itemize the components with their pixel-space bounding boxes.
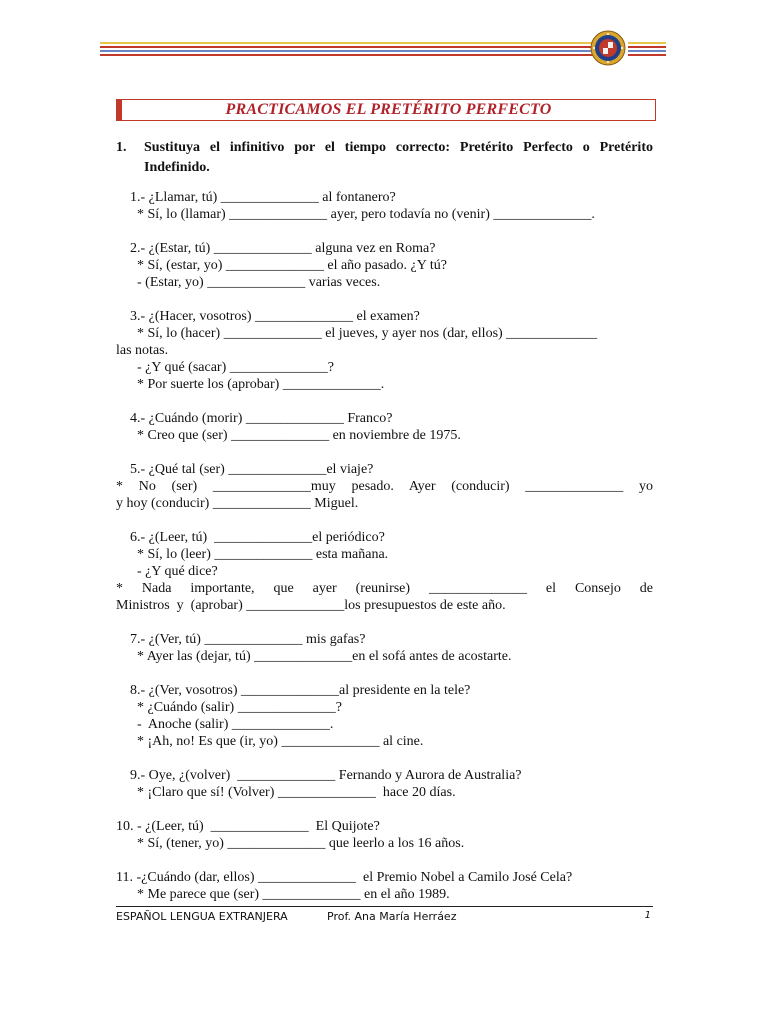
blank-line	[116, 223, 653, 240]
exercise-line: * No (ser) ______________muy pesado. Ayer (conducir) ______________ yo	[116, 479, 653, 494]
page-title: PRACTICAMOS EL PRETÉRITO PERFECTO	[225, 101, 552, 118]
exercise-line: - (Estar, yo) ______________ varias veces.	[116, 275, 381, 290]
exercise-line: * ¿Cuándo (salir) ______________?	[116, 700, 342, 715]
header-line-blue	[100, 50, 595, 52]
exercise-line: * Me parece que (ser) ______________ en el año 1989.	[116, 887, 450, 902]
exercise-line: 3.- ¿(Hacer, vosotros) ______________ el examen?	[116, 309, 420, 324]
exercise-line: - ¿Y qué (sacar) ______________?	[116, 360, 334, 375]
instruction-number: 1.	[116, 140, 127, 155]
page-title-box	[116, 99, 656, 121]
exercise-line: 11. -¿Cuándo (dar, ellos) ______________ el Premio Nobel a Camilo José Cela?	[116, 870, 573, 885]
exercise-line: 5.- ¿Qué tal (ser) ______________el viaje?	[116, 462, 374, 477]
header-line-red-2	[100, 54, 595, 56]
exercise-line: * Sí, lo (hacer) ______________ el jueves, y ayer nos (dar, ellos) _____________	[116, 326, 598, 341]
blank-line	[116, 665, 653, 682]
footer-author: Prof. Ana María Herráez	[327, 910, 457, 923]
exercise-line: 4.- ¿Cuándo (morir) ______________ Franco?	[116, 411, 393, 426]
university-seal-icon	[590, 30, 626, 66]
exercise-line: * Creo que (ser) ______________ en noviembre de 1975.	[116, 428, 461, 443]
page-footer	[116, 906, 653, 925]
exercise-line: * Sí, (tener, yo) ______________ que leerlo a los 16 años.	[116, 836, 465, 851]
header-line-red-2-right	[628, 54, 666, 56]
exercise-line: * Ayer las (dejar, tú) ______________en el sofá antes de acostarte.	[116, 649, 512, 664]
instruction-text: Sustituya el infinitivo por el tiempo correcto: Pretérito Perfecto o Pretérito Indefinido.	[144, 140, 653, 175]
header-line-yellow	[100, 42, 595, 44]
blank-line	[116, 801, 653, 818]
exercise-line: 8.- ¿(Ver, vosotros) ______________al presidente en la tele?	[116, 683, 471, 698]
blank-line	[116, 393, 653, 410]
exercise-line: 9.- Oye, ¿(volver) ______________ Fernando y Aurora de Australia?	[116, 768, 522, 783]
exercise-line: - ¿Y qué dice?	[116, 564, 218, 579]
exercise-list	[116, 189, 653, 903]
blank-line	[116, 852, 653, 869]
exercise-line: 6.- ¿(Leer, tú) ______________el periódico?	[116, 530, 385, 545]
header-line-red-right	[628, 46, 666, 48]
exercise-line: * Sí, (estar, yo) ______________ el año pasado. ¿Y tú?	[116, 258, 447, 273]
blank-line	[116, 614, 653, 631]
exercise-line: 10. - ¿(Leer, tú) ______________ El Quijote?	[116, 819, 380, 834]
exercise-line: * ¡Ah, no! Es que (ir, yo) ______________ al cine.	[116, 734, 424, 749]
exercise-line: * Sí, lo (llamar) ______________ ayer, pero todavía no (venir) ______________.	[116, 207, 595, 222]
exercise-line: Ministros y (aprobar) ______________los presupuestos de este año.	[116, 598, 506, 613]
header-line-red	[100, 46, 595, 48]
exercise-line: y hoy (conducir) ______________ Miguel.	[116, 496, 359, 511]
exercise-line: 2.- ¿(Estar, tú) ______________ alguna vez en Roma?	[116, 241, 436, 256]
exercise-line: * Por suerte los (aprobar) ______________.	[116, 377, 385, 392]
header-decorative-lines	[100, 40, 666, 56]
blank-line	[116, 444, 653, 461]
exercise-line: * Sí, lo (leer) ______________ esta mañana.	[116, 547, 389, 562]
page-number: 1	[644, 910, 651, 921]
exercise-line: 1.- ¿Llamar, tú) ______________ al fontanero?	[116, 190, 396, 205]
blank-line	[116, 512, 653, 529]
blank-line	[116, 291, 653, 308]
header-line-yellow-right	[628, 42, 666, 44]
exercise-line: - Anoche (salir) ______________.	[116, 717, 334, 732]
instruction	[116, 138, 653, 178]
blank-line	[116, 750, 653, 767]
footer-course: ESPAÑOL LENGUA EXTRANJERA	[116, 910, 288, 923]
exercise-line: * Nada importante, que ayer (reunirse) ______________ el Consejo de	[116, 581, 653, 596]
exercise-line: * ¡Claro que sí! (Volver) ______________ hace 20 días.	[116, 785, 456, 800]
exercise-line: las notas.	[116, 343, 169, 358]
exercise-line: 7.- ¿(Ver, tú) ______________ mis gafas?	[116, 632, 366, 647]
header-line-blue-right	[628, 50, 666, 52]
